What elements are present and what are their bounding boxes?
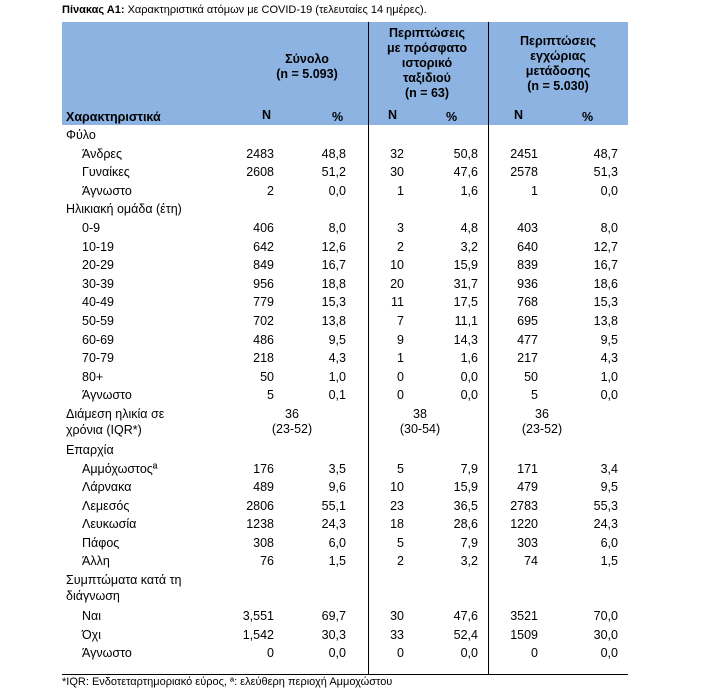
cell-value: 11,1 (454, 313, 478, 328)
row-label: 40-49 (82, 295, 114, 310)
cell-value: 2783 (510, 498, 538, 513)
table-row (62, 293, 628, 312)
cell-value: 956 (253, 276, 274, 291)
table-body (62, 126, 628, 663)
cell-value: 0,0 (460, 646, 478, 661)
table-row (62, 552, 628, 571)
row-label: Διάμεση ηλικία σε χρόνια (IQR*) (66, 406, 165, 437)
cell-value: 15,3 (593, 295, 618, 310)
cell-value: 8,0 (328, 220, 346, 235)
cell-value: 702 (253, 313, 274, 328)
table-row (62, 349, 628, 368)
cell-value: 4,8 (460, 220, 478, 235)
cell-value: 3,4 (600, 461, 618, 476)
cell-value: 477 (517, 332, 538, 347)
header-group-travel: Περιπτώσεις με πρόσφατο ιστορικό ταξιδιού (n = 63) (386, 26, 468, 100)
table-row (62, 644, 628, 663)
table-row (62, 534, 628, 553)
cell-value: 50,8 (453, 146, 478, 161)
cell-value: 1,5 (328, 554, 346, 569)
cell-value: 69,7 (321, 609, 346, 624)
cell-value: 1,6 (460, 183, 478, 198)
cell-value: 3,2 (460, 554, 478, 569)
cell-value: 31,7 (453, 276, 478, 291)
cell-value: 2 (397, 554, 404, 569)
row-label: Άλλη (82, 554, 110, 569)
cell-value: 38 (30-54) (399, 406, 441, 436)
table-row (62, 460, 628, 479)
cell-value: 171 (517, 461, 538, 476)
cell-value: 50 (260, 369, 274, 384)
header-group-total: Σύνολο (n = 5.093) (276, 52, 338, 81)
cell-value: 17,5 (453, 295, 478, 310)
cell-value: 70,0 (593, 609, 618, 624)
row-label: Πάφος (82, 535, 120, 550)
cell-value: 2451 (510, 146, 538, 161)
cell-value: 36,5 (453, 498, 478, 513)
cell-value: 24,3 (593, 517, 618, 532)
cell-value: 3,551 (242, 609, 274, 624)
cell-value: 1,0 (600, 369, 618, 384)
row-label: Άγνωστο (82, 183, 132, 198)
cell-value: 52,4 (453, 627, 478, 642)
cell-value: 1220 (510, 517, 538, 532)
table-row-symptoms (62, 571, 628, 607)
cell-value: 1,542 (242, 627, 274, 642)
cell-value: 3521 (510, 609, 538, 624)
cell-value: 30 (390, 165, 404, 180)
cell-value: 936 (517, 276, 538, 291)
cell-value: 2 (397, 239, 404, 254)
cell-value: 779 (253, 295, 274, 310)
cell-value: 0,1 (328, 388, 346, 403)
cell-value: 2806 (246, 498, 274, 513)
cell-value: 30,0 (593, 627, 618, 642)
cell-value: 55,1 (321, 498, 346, 513)
table-row (62, 515, 628, 534)
cell-value: 4,3 (328, 351, 346, 366)
cell-value: 15,9 (453, 480, 478, 495)
cell-value: 32 (390, 146, 404, 161)
table-row (62, 478, 628, 497)
cell-value: 7,9 (460, 535, 478, 550)
row-label: Αμμόχωστοςª (82, 461, 158, 476)
row-label: 0-9 (82, 220, 101, 235)
cell-value: 15,3 (321, 295, 346, 310)
cell-value: 12,6 (321, 239, 346, 254)
cell-value: 30 (390, 609, 404, 624)
cell-value: 28,6 (453, 517, 478, 532)
cell-value: 23 (390, 498, 404, 513)
cell-value: 0,0 (600, 646, 618, 661)
cell-value: 0 (267, 646, 274, 661)
cell-value: 2608 (246, 165, 274, 180)
cell-value: 9,5 (328, 332, 346, 347)
row-label: Συμπτώματα κατά τη διάγνωση (66, 573, 182, 604)
cell-value: 308 (253, 535, 274, 550)
header-n-2: N (388, 108, 398, 122)
cell-value: 9 (397, 332, 404, 347)
cell-value: 3,5 (328, 461, 346, 476)
cell-value: 24,3 (321, 517, 346, 532)
cell-value: 51,3 (593, 165, 618, 180)
cell-value: 48,8 (321, 146, 346, 161)
row-label: 80+ (82, 369, 104, 384)
row-label: 50-59 (82, 313, 114, 328)
cell-value: 1,5 (600, 554, 618, 569)
cell-value: 640 (517, 239, 538, 254)
cell-value: 51,2 (321, 165, 346, 180)
cell-value: 1238 (246, 517, 274, 532)
table-row (62, 200, 628, 219)
table-header (62, 22, 628, 125)
cell-value: 5 (397, 461, 404, 476)
cell-value: 1 (397, 183, 404, 198)
cell-value: 8,0 (600, 220, 618, 235)
cell-value: 3 (397, 220, 404, 235)
cell-value: 218 (253, 351, 274, 366)
cell-value: 303 (517, 535, 538, 550)
header-pct-3: % (582, 110, 594, 124)
cell-value: 7,9 (460, 461, 478, 476)
table-row (62, 256, 628, 275)
cell-value: 839 (517, 258, 538, 273)
cell-value: 6,0 (328, 535, 346, 550)
table-row (62, 238, 628, 257)
cell-value: 1,0 (328, 369, 346, 384)
cell-value: 33 (390, 627, 404, 642)
row-label: Ηλικιακή ομάδα (έτη) (66, 202, 182, 217)
cell-value: 642 (253, 239, 274, 254)
table-caption (62, 4, 427, 16)
cell-value: 9,5 (600, 480, 618, 495)
row-label: 70-79 (82, 351, 114, 366)
cell-value: 9,6 (328, 480, 346, 495)
cell-value: 0 (397, 646, 404, 661)
cell-value: 0,0 (600, 183, 618, 198)
cell-value: 0,0 (460, 388, 478, 403)
cell-value: 479 (517, 480, 538, 495)
cell-value: 2483 (246, 146, 274, 161)
cell-value: 217 (517, 351, 538, 366)
table-row (62, 275, 628, 294)
header-pct-2: % (446, 110, 458, 124)
cell-value: 0 (397, 388, 404, 403)
row-label: 20-29 (82, 258, 114, 273)
table-row (62, 145, 628, 164)
cell-value: 74 (524, 554, 538, 569)
row-label: Φύλο (66, 128, 96, 142)
caption-label: Πίνακας Α1: (62, 4, 125, 16)
cell-value: 176 (253, 461, 274, 476)
table-row (62, 368, 628, 387)
footnote: *IQR: Ενδοτεταρτημοριακό εύρος, ª: ελεύθερη περιοχή Αμμοχώστου (62, 676, 393, 688)
cell-value: 10 (390, 480, 404, 495)
cell-value: 20 (390, 276, 404, 291)
row-label: Άνδρες (82, 146, 123, 161)
cell-value: 0,0 (460, 369, 478, 384)
row-label: 30-39 (82, 276, 114, 291)
header-characteristics: Χαρακτηριστικά (66, 110, 161, 124)
header-group-local: Περιπτώσεις εγχώριας μετάδοσης (n = 5.030) (520, 34, 596, 93)
cell-value: 13,8 (593, 313, 618, 328)
cell-value: 5 (397, 535, 404, 550)
table-row (62, 219, 628, 238)
cell-value: 403 (517, 220, 538, 235)
cell-value: 36 (23-52) (271, 406, 313, 436)
cell-value: 9,5 (600, 332, 618, 347)
cell-value: 48,7 (593, 146, 618, 161)
cell-value: 16,7 (321, 258, 346, 273)
cell-value: 76 (260, 554, 274, 569)
row-label: Ναι (82, 609, 102, 624)
cell-value: 0,0 (328, 646, 346, 661)
cell-value: 16,7 (593, 258, 618, 273)
row-label: 10-19 (82, 239, 114, 254)
header-pct-1: % (332, 110, 344, 124)
cell-value: 18,6 (593, 276, 618, 291)
table-row-median (62, 405, 628, 441)
cell-value: 36 (23-52) (521, 406, 563, 436)
cell-value: 50 (524, 369, 538, 384)
cell-value: 0,0 (328, 183, 346, 198)
row-label: Λευκωσία (82, 517, 137, 532)
table-row (62, 126, 628, 145)
cell-value: 18 (390, 517, 404, 532)
cell-value: 489 (253, 480, 274, 495)
cell-value: 5 (531, 388, 538, 403)
cell-value: 30,3 (321, 627, 346, 642)
cell-value: 849 (253, 258, 274, 273)
table-row (62, 163, 628, 182)
cell-value: 406 (253, 220, 274, 235)
cell-value: 13,8 (321, 313, 346, 328)
row-label: Επαρχία (66, 442, 114, 457)
table-row (62, 607, 628, 626)
cell-value: 18,8 (321, 276, 346, 291)
cell-value: 2 (267, 183, 274, 198)
row-label: Όχι (82, 627, 102, 642)
row-label: Άγνωστο (82, 388, 132, 403)
table-row (62, 497, 628, 516)
table-row (62, 331, 628, 350)
caption-text: Χαρακτηριστικά ατόμων με COVID-19 (τελευταίες 14 ημέρες). (124, 4, 427, 16)
cell-value: 55,3 (593, 498, 618, 513)
cell-value: 11 (391, 295, 404, 310)
table-row (62, 312, 628, 331)
row-label: 60-69 (82, 332, 114, 347)
cell-value: 5 (267, 388, 274, 403)
cell-value: 47,6 (453, 609, 478, 624)
cell-value: 15,9 (453, 258, 478, 273)
cell-value: 0 (531, 646, 538, 661)
cell-value: 2578 (510, 165, 538, 180)
cell-value: 1 (531, 183, 538, 198)
row-label: Άγνωστο (82, 646, 132, 661)
cell-value: 6,0 (600, 535, 618, 550)
cell-value: 1 (397, 351, 404, 366)
cell-value: 47,6 (453, 165, 478, 180)
cell-value: 768 (517, 295, 538, 310)
cell-value: 486 (253, 332, 274, 347)
row-label: Γυναίκες (82, 165, 130, 180)
row-label: Λάρνακα (82, 480, 132, 495)
cell-value: 1,6 (460, 351, 478, 366)
cell-value: 0 (397, 369, 404, 384)
cell-value: 7 (397, 313, 404, 328)
cell-value: 12,7 (593, 239, 618, 254)
table-row (62, 182, 628, 201)
row-label: Λεμεσός (82, 498, 130, 513)
table-row (62, 626, 628, 645)
cell-value: 14,3 (453, 332, 478, 347)
table-row (62, 441, 628, 460)
cell-value: 3,2 (460, 239, 478, 254)
cell-value: 0,0 (600, 388, 618, 403)
header-n-1: N (262, 108, 272, 122)
cell-value: 10 (390, 258, 404, 273)
table-bottom-border (62, 674, 628, 675)
cell-value: 1509 (510, 627, 538, 642)
cell-value: 695 (517, 313, 538, 328)
table-row (62, 386, 628, 405)
cell-value: 4,3 (600, 351, 618, 366)
header-n-3: N (514, 108, 524, 122)
